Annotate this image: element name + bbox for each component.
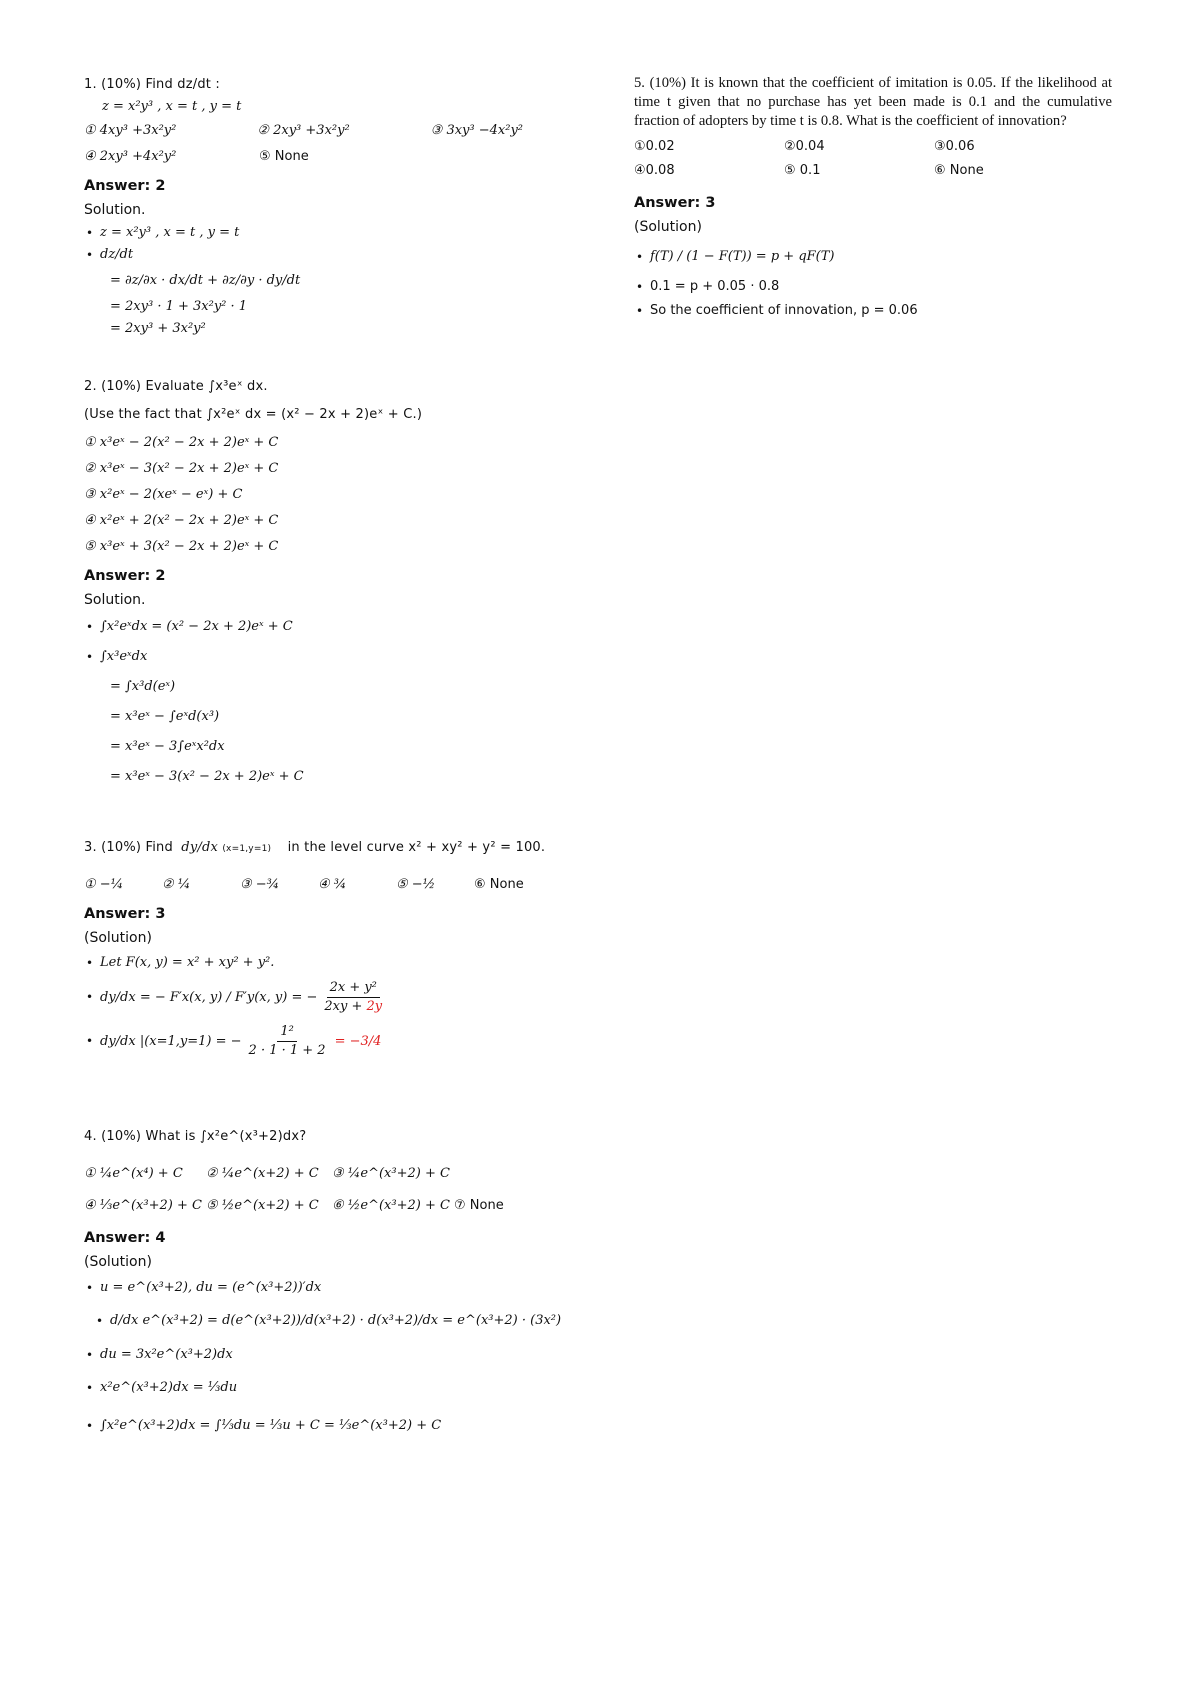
q3-step-1-text: Let F(x, y) = x² + xy² + y². xyxy=(100,955,275,970)
q5-step-3-text: So the coefficient of innovation, p = 0.06 xyxy=(650,303,918,318)
option-4[interactable]: ④ 2xy³ +4x²y² xyxy=(84,149,177,164)
question-3-title-pre: 3. (10%) Find xyxy=(84,840,173,855)
question-1-solution-label: Solution. xyxy=(84,202,146,218)
q3-step-3-lhs: dy/dx |(x=1,y=1) = − xyxy=(100,1033,242,1049)
question-4-options-row2 xyxy=(84,1190,604,1222)
option-5[interactable]: ⑤ None xyxy=(259,149,309,164)
question-3-eval-point: (x=1,y=1) xyxy=(222,844,272,854)
q3-step-1: • Let F(x, y) = x² + xy² + y². xyxy=(86,955,275,970)
q2-step-4: = x³eˣ − ∫eˣd(x³) xyxy=(110,709,220,724)
question-4-title: 4. (10%) What is ∫x²e^(x³+2)dx? xyxy=(84,1129,307,1144)
question-2-title: 2. (10%) Evaluate ∫x³eˣ dx. xyxy=(84,379,268,394)
option-3[interactable]: ③ 3xy³ −4x²y² xyxy=(430,123,523,138)
left-column xyxy=(84,74,604,1446)
option-5[interactable]: ⑤ 0.1 xyxy=(784,163,821,178)
question-3-answer: Answer: 3 xyxy=(84,906,166,922)
q4-step-3-text: du = 3x²e^(x³+2)dx xyxy=(100,1347,233,1362)
q1-step-4: = 2xy³ · 1 + 3x²y² · 1 xyxy=(110,299,248,314)
question-3-options xyxy=(84,872,604,898)
question-3-derivative: dy/dx xyxy=(181,840,218,855)
q3-step-3-result: = −3/4 xyxy=(334,1033,382,1049)
option-1[interactable]: ①0.02 xyxy=(634,139,675,154)
question-5-answer: Answer: 3 xyxy=(634,195,716,211)
option-4[interactable]: ④0.08 xyxy=(634,163,675,178)
q4-step-2: • d/dx e^(x³+2) = d(e^(x³+2))/d(x³+2) · d(x³+2)/dx = e^(x³+2) · (3x²) xyxy=(96,1313,562,1328)
q3-step-3-numerator: 1² xyxy=(277,1023,296,1042)
question-2-answer: Answer: 2 xyxy=(84,568,166,584)
option-3[interactable]: ③0.06 xyxy=(934,139,975,154)
option-6[interactable]: ⑥ ½e^(x³+2) + C xyxy=(332,1198,450,1213)
question-3-title xyxy=(84,828,604,868)
option-7[interactable]: ⑦ None xyxy=(454,1198,504,1213)
q3-step-2-den-a: 2xy + xyxy=(324,998,367,1014)
option-1[interactable]: ① 4xy³ +3x²y² xyxy=(84,123,177,138)
q1-step-3: = ∂z/∂x · dx/dt + ∂z/∂y · dy/dt xyxy=(110,273,301,288)
question-2-solution-label: Solution. xyxy=(84,592,146,608)
q3-step-2-den-b: 2y xyxy=(366,998,383,1014)
q4-step-5: • ∫x²e^(x³+2)dx = ∫⅓du = ⅓u + C = ⅓e^(x³+2) + C xyxy=(86,1418,442,1433)
option-4[interactable]: ④ x²eˣ + 2(x² − 2x + 2)eˣ + C xyxy=(84,513,279,528)
question-1-answer: Answer: 2 xyxy=(84,178,166,194)
question-3 xyxy=(84,828,604,1064)
option-5[interactable]: ⑤ x³eˣ + 3(x² − 2x + 2)eˣ + C xyxy=(84,539,279,554)
question-1-options-row1 xyxy=(84,118,604,144)
option-5[interactable]: ⑤ −½ xyxy=(396,877,436,892)
q3-step-3-fraction xyxy=(246,1023,329,1060)
q4-step-4-text: x²e^(x³+2)dx = ⅓du xyxy=(100,1380,238,1395)
question-4 xyxy=(84,1126,604,1446)
question-5-options-row1 xyxy=(634,135,1112,159)
option-2[interactable]: ② x³eˣ − 3(x² − 2x + 2)eˣ + C xyxy=(84,461,279,476)
q4-step-1: • u = e^(x³+2), du = (e^(x³+2))′dx xyxy=(86,1280,322,1295)
q5-step-3: • So the coefficient of innovation, p = 0.06 xyxy=(636,303,918,318)
q1-step-1: • z = x²y³ , x = t , y = t xyxy=(86,225,240,240)
q5-step-1: • f(T) / (1 − F(T)) = p + qF(T) xyxy=(636,249,835,264)
q1-step-2-text: dz/dt xyxy=(100,247,134,262)
question-1-options-row2 xyxy=(84,144,604,170)
question-5-solution-label: (Solution) xyxy=(634,219,702,235)
question-1-given: z = x²y³ , x = t , y = t xyxy=(102,99,242,114)
q3-step-2-fraction xyxy=(321,979,385,1016)
option-2[interactable]: ②0.04 xyxy=(784,139,825,154)
q4-step-5-text: ∫x²e^(x³+2)dx = ∫⅓du = ⅓u + C = ⅓e^(x³+2) + C xyxy=(100,1418,442,1433)
q5-step-2-text: 0.1 = p + 0.05 · 0.8 xyxy=(650,279,780,294)
option-2[interactable]: ② ¼ xyxy=(162,877,191,892)
q2-step-3: = ∫x³d(eˣ) xyxy=(110,679,176,694)
q1-step-5: = 2xy³ + 3x²y² xyxy=(110,321,206,336)
option-3[interactable]: ③ ¼e^(x³+2) + C xyxy=(332,1166,450,1181)
question-5 xyxy=(634,74,1112,323)
question-3-title-post: in the level curve x² + xy² + y² = 100. xyxy=(287,840,546,855)
question-4-options-row1 xyxy=(84,1158,604,1190)
option-2[interactable]: ② ¼e^(x+2) + C xyxy=(206,1166,319,1181)
q2-step-6: = x³eˣ − 3(x² − 2x + 2)eˣ + C xyxy=(110,769,304,784)
q3-step-2-numerator: 2x + y² xyxy=(327,979,380,998)
option-3[interactable]: ③ −¾ xyxy=(240,877,280,892)
question-5-text: 5. (10%) It is known that the coefficient of imitation is 0.05. If the likelihood at time t given that no purchase has yet been made is 0.1 and the cumulative fraction of adopters by time t is 0.8. What is the coefficient of innovation? xyxy=(634,75,1112,129)
option-6[interactable]: ⑥ None xyxy=(934,163,984,178)
option-1[interactable]: ① ¼e^(x⁴) + C xyxy=(84,1166,183,1181)
q5-step-1-text: f(T) / (1 − F(T)) = p + qF(T) xyxy=(650,249,835,264)
q3-step-2-lhs: dy/dx = − F′x(x, y) / F′y(x, y) = − xyxy=(100,989,318,1005)
right-column xyxy=(634,74,1112,323)
q3-step-3: • dy/dx |(x=1,y=1) = − $\frac{\text{1²}}{2 \cdot 1 \cdot 1 + 2}$ = −3/4 xyxy=(86,1023,382,1058)
q2-step-2: • ∫x³eˣdx xyxy=(86,649,148,664)
question-2-hint: (Use the fact that ∫x²eˣ dx = (x² − 2x + 2)eˣ + C.) xyxy=(84,407,423,422)
option-2[interactable]: ② 2xy³ +3x²y² xyxy=(257,123,350,138)
option-1[interactable]: ① −¼ xyxy=(84,877,124,892)
q2-step-5: = x³eˣ − 3∫eˣx²dx xyxy=(110,739,225,754)
question-4-answer: Answer: 4 xyxy=(84,1230,166,1246)
q2-step-2-text: ∫x³eˣdx xyxy=(100,649,148,664)
q1-step-2: • dz/dt xyxy=(86,247,134,262)
q3-step-2: • dy/dx = − F′x(x, y) / F′y(x, y) = − $\frac{\text{2x + y²}}{2xy + 2y}$ xyxy=(84,976,604,1018)
q4-step-2-text: d/dx e^(x³+2) = d(e^(x³+2))/d(x³+2) · d(x³+2)/dx = e^(x³+2) · (3x²) xyxy=(110,1313,562,1328)
q2-step-1-text: ∫x²eˣdx = (x² − 2x + 2)eˣ + C xyxy=(100,619,293,634)
q4-step-4: • x²e^(x³+2)dx = ⅓du xyxy=(86,1380,238,1395)
option-3[interactable]: ③ x²eˣ − 2(xeˣ − eˣ) + C xyxy=(84,487,243,502)
q4-step-1-text: u = e^(x³+2), du = (e^(x³+2))′dx xyxy=(100,1280,322,1295)
q5-step-2: • 0.1 = p + 0.05 · 0.8 xyxy=(636,279,780,294)
option-6[interactable]: ⑥ None xyxy=(474,877,524,892)
q4-step-3: • du = 3x²e^(x³+2)dx xyxy=(86,1347,233,1362)
question-1-title: 1. (10%) Find dz/dt : xyxy=(84,77,220,92)
question-4-solution-label: (Solution) xyxy=(84,1254,152,1270)
q3-step-2-denominator xyxy=(321,998,385,1016)
option-1[interactable]: ① x³eˣ − 2(x² − 2x + 2)eˣ + C xyxy=(84,435,279,450)
question-5-options-row2 xyxy=(634,159,1112,183)
option-5[interactable]: ⑤ ½e^(x+2) + C xyxy=(206,1198,319,1213)
question-3-solution-label: (Solution) xyxy=(84,930,152,946)
option-4[interactable]: ④ ⅓e^(x³+2) + C xyxy=(84,1198,202,1213)
q3-step-3-denominator: 2 · 1 · 1 + 2 xyxy=(248,1042,326,1058)
q1-step-1-text: z = x²y³ , x = t , y = t xyxy=(100,225,240,240)
option-4[interactable]: ④ ¾ xyxy=(318,877,347,892)
question-1 xyxy=(84,74,604,340)
q2-step-1: • ∫x²eˣdx = (x² − 2x + 2)eˣ + C xyxy=(86,619,293,634)
question-2 xyxy=(84,376,604,792)
